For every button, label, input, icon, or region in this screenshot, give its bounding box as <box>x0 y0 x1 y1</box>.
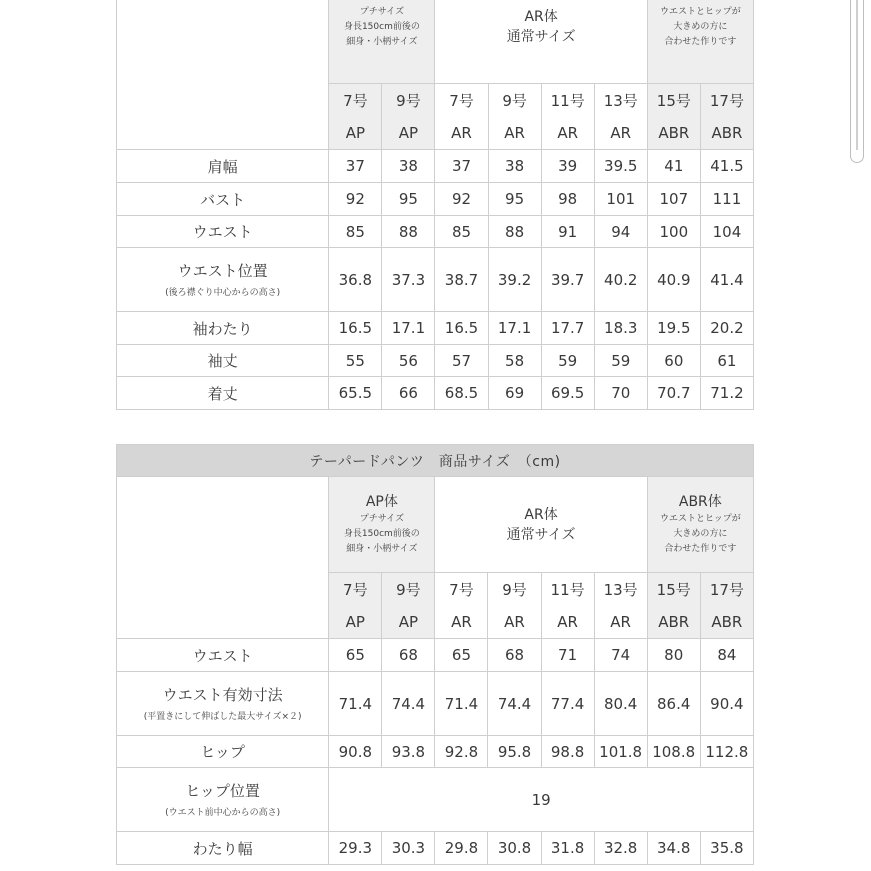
value-cell: 41.5 <box>700 150 753 183</box>
row-label-cell <box>117 312 329 345</box>
value-cell: 91 <box>541 216 594 248</box>
value-cell: 65 <box>435 639 488 672</box>
size-header-cell: 17号 ABR <box>700 573 753 639</box>
value-cell: 65 <box>329 639 382 672</box>
value-cell: 95 <box>488 183 541 216</box>
measurement-row <box>117 345 754 377</box>
value-cell: 16.5 <box>329 312 382 345</box>
value-cell: 77.4 <box>541 672 594 736</box>
row-label: 袖丈 <box>207 352 238 370</box>
value-cell: 92.8 <box>435 736 488 768</box>
value-cell: 88 <box>488 216 541 248</box>
row-label-cell <box>117 183 329 216</box>
measurement-row <box>117 216 754 248</box>
row-label: わたり幅 <box>192 839 253 858</box>
abr-desc-line: 大きめの方に <box>673 529 728 539</box>
value-cell: 66 <box>382 377 435 410</box>
pants-table-title: テーパードパンツ 商品サイズ （cm) <box>117 445 754 477</box>
ap-desc-line: 細身・小柄サイズ <box>346 36 418 47</box>
abr-desc-line: ウエストとヒップが <box>659 514 741 524</box>
pants-size-table <box>116 444 754 865</box>
ap-desc-line: 細身・小柄サイズ <box>346 544 418 554</box>
size-header-cell: 17号 ABR <box>700 84 753 150</box>
row-label: ウエスト位置 <box>177 261 268 280</box>
value-cell: 70.7 <box>647 377 700 410</box>
value-cell: 39 <box>541 150 594 183</box>
value-cell: 39.5 <box>594 150 647 183</box>
value-cell: 35.8 <box>700 832 753 865</box>
value-cell: 37 <box>329 150 382 183</box>
value-cell: 17.7 <box>541 312 594 345</box>
value-cell: 107 <box>647 183 700 216</box>
row-label-cell <box>117 248 329 312</box>
row-label-cell <box>117 150 329 183</box>
value-cell: 36.8 <box>329 248 382 312</box>
row-label-cell <box>117 768 329 832</box>
value-cell: 55 <box>329 345 382 377</box>
abr-group-header <box>647 477 753 573</box>
measurement-row <box>117 832 754 865</box>
row-label-cell <box>117 216 329 248</box>
value-cell: 93.8 <box>382 736 435 768</box>
row-label-cell <box>117 736 329 768</box>
ar-name: AR体 <box>524 9 558 25</box>
value-cell: 86.4 <box>647 672 700 736</box>
size-header-cell: 7号 AP <box>329 573 382 639</box>
value-cell: 34.8 <box>647 832 700 865</box>
value-cell: 111 <box>700 183 753 216</box>
value-cell: 104 <box>700 216 753 248</box>
row-note: (後ろ襟ぐり中心からの高さ) <box>165 287 281 298</box>
size-header-cell: 13号 AR <box>594 573 647 639</box>
value-cell: 101.8 <box>594 736 647 768</box>
value-cell: 71.4 <box>329 672 382 736</box>
row-label: ウエスト <box>192 646 253 665</box>
value-cell: 16.5 <box>435 312 488 345</box>
value-cell: 17.1 <box>382 312 435 345</box>
size-header-cell: 11号 AR <box>541 573 594 639</box>
ap-name: AP体 <box>365 494 398 510</box>
value-cell: 29.3 <box>329 832 382 865</box>
ap-desc-line: プチサイズ <box>359 6 405 17</box>
row-label: 肩幅 <box>207 157 238 176</box>
value-cell: 112.8 <box>700 736 753 768</box>
value-cell: 40.9 <box>647 248 700 312</box>
size-header-cell: 13号 AR <box>594 84 647 150</box>
abr-desc-line: 合わせた作りです <box>664 36 737 47</box>
value-cell: 80 <box>647 639 700 672</box>
value-cell: 69.5 <box>541 377 594 410</box>
value-cell: 40.2 <box>594 248 647 312</box>
value-cell: 84 <box>700 639 753 672</box>
value-cell: 59 <box>594 345 647 377</box>
value-cell: 95.8 <box>488 736 541 768</box>
measurement-row <box>117 312 754 345</box>
size-header-cell: 7号 AP <box>329 84 382 150</box>
ap-desc-line: 身長150cm前後の <box>343 529 420 539</box>
header-blank-cell <box>117 477 329 639</box>
size-header-cell: 9号 AR <box>488 84 541 150</box>
value-cell: 80.4 <box>594 672 647 736</box>
value-cell: 38 <box>488 150 541 183</box>
value-cell: 39.2 <box>488 248 541 312</box>
value-cell: 32.8 <box>594 832 647 865</box>
row-label-cell <box>117 832 329 865</box>
row-label: ヒップ位置 <box>185 781 260 800</box>
ar-name: AR体 <box>524 506 558 523</box>
value-cell: 90.8 <box>329 736 382 768</box>
ar-desc: 通常サイズ <box>506 526 576 543</box>
abr-desc-line: ウエストとヒップが <box>660 6 741 17</box>
row-label-cell <box>117 377 329 410</box>
abr-group-header <box>647 0 753 84</box>
jacket-size-table <box>116 0 754 410</box>
row-note: (平置きにして伸ばした最大サイズ×２) <box>143 711 302 722</box>
value-cell: 61 <box>700 345 753 377</box>
size-header-cell: 7号 AR <box>435 573 488 639</box>
size-header-cell: 7号 AR <box>435 84 488 150</box>
size-header-cell: 11号 AR <box>541 84 594 150</box>
value-cell: 90.4 <box>700 672 753 736</box>
value-cell: 70 <box>594 377 647 410</box>
size-header-cell: 15号 ABR <box>647 84 700 150</box>
value-cell: 108.8 <box>647 736 700 768</box>
value-cell: 60 <box>647 345 700 377</box>
value-cell: 98.8 <box>541 736 594 768</box>
size-header-cell: 15号 ABR <box>647 573 700 639</box>
measurement-row <box>117 377 754 410</box>
ap-group-header <box>329 477 435 573</box>
size-header-cell: 9号 AR <box>488 573 541 639</box>
value-cell: 92 <box>435 183 488 216</box>
measurement-row <box>117 248 754 312</box>
ar-desc: 通常サイズ <box>506 29 576 45</box>
value-cell: 100 <box>647 216 700 248</box>
value-cell: 69 <box>488 377 541 410</box>
value-cell: 65.5 <box>329 377 382 410</box>
row-label-cell <box>117 639 329 672</box>
ap-desc-line: 身長150cm前後の <box>343 21 420 32</box>
row-label-cell <box>117 672 329 736</box>
value-cell: 98 <box>541 183 594 216</box>
value-cell: 18.3 <box>594 312 647 345</box>
row-label-cell <box>117 345 329 377</box>
value-cell: 57 <box>435 345 488 377</box>
measurement-row <box>117 736 754 768</box>
ap-desc-line: プチサイズ <box>359 514 404 524</box>
value-cell: 59 <box>541 345 594 377</box>
row-label: 着丈 <box>207 384 238 403</box>
value-cell: 38.7 <box>435 248 488 312</box>
value-cell: 30.3 <box>382 832 435 865</box>
scrollbar[interactable] <box>850 0 864 163</box>
abr-desc-line: 大きめの方に <box>673 21 728 32</box>
value-cell: 37 <box>435 150 488 183</box>
row-label: ヒップ <box>200 743 245 761</box>
value-cell: 94 <box>594 216 647 248</box>
value-cell: 19.5 <box>647 312 700 345</box>
measurement-row <box>117 639 754 672</box>
value-cell: 68.5 <box>435 377 488 410</box>
abr-desc-line: 合わせた作りです <box>664 544 737 554</box>
value-cell: 95 <box>382 183 435 216</box>
value-cell: 71 <box>541 639 594 672</box>
size-header-cell: 9号 AP <box>382 84 435 150</box>
size-header-cell: 9号 AP <box>382 573 435 639</box>
value-cell: 85 <box>435 216 488 248</box>
row-label: ウエスト有効寸法 <box>162 685 283 704</box>
value-cell: 92 <box>329 183 382 216</box>
measurement-row <box>117 672 754 736</box>
value-cell: 85 <box>329 216 382 248</box>
value-cell: 74 <box>594 639 647 672</box>
value-cell: 74.4 <box>382 672 435 736</box>
value-cell: 17.1 <box>488 312 541 345</box>
measurement-row <box>117 768 754 832</box>
measurement-row <box>117 183 754 216</box>
value-cell: 29.8 <box>435 832 488 865</box>
value-cell: 101 <box>594 183 647 216</box>
value-cell: 56 <box>382 345 435 377</box>
measurement-row <box>117 150 754 183</box>
abr-name: ABR体 <box>678 494 722 510</box>
value-cell: 41.4 <box>700 248 753 312</box>
merged-value-cell: 19 <box>329 768 754 832</box>
value-cell: 31.8 <box>541 832 594 865</box>
value-cell: 74.4 <box>488 672 541 736</box>
header-blank-cell <box>117 0 329 150</box>
value-cell: 41 <box>647 150 700 183</box>
value-cell: 20.2 <box>700 312 753 345</box>
value-cell: 88 <box>382 216 435 248</box>
row-label: ウエスト <box>192 223 253 241</box>
scrollbar-thumb[interactable] <box>856 0 858 150</box>
value-cell: 38 <box>382 150 435 183</box>
row-note: (ウエスト前中心からの高さ) <box>165 807 281 818</box>
value-cell: 39.7 <box>541 248 594 312</box>
value-cell: 30.8 <box>488 832 541 865</box>
value-cell: 37.3 <box>382 248 435 312</box>
value-cell: 71.2 <box>700 377 753 410</box>
value-cell: 68 <box>488 639 541 672</box>
value-cell: 71.4 <box>435 672 488 736</box>
value-cell: 58 <box>488 345 541 377</box>
value-cell: 68 <box>382 639 435 672</box>
row-label: 袖わたり <box>192 319 253 338</box>
row-label: バスト <box>200 190 246 209</box>
ar-group-header <box>435 477 647 573</box>
ap-group-header <box>329 0 435 84</box>
ar-group-header <box>435 0 647 84</box>
